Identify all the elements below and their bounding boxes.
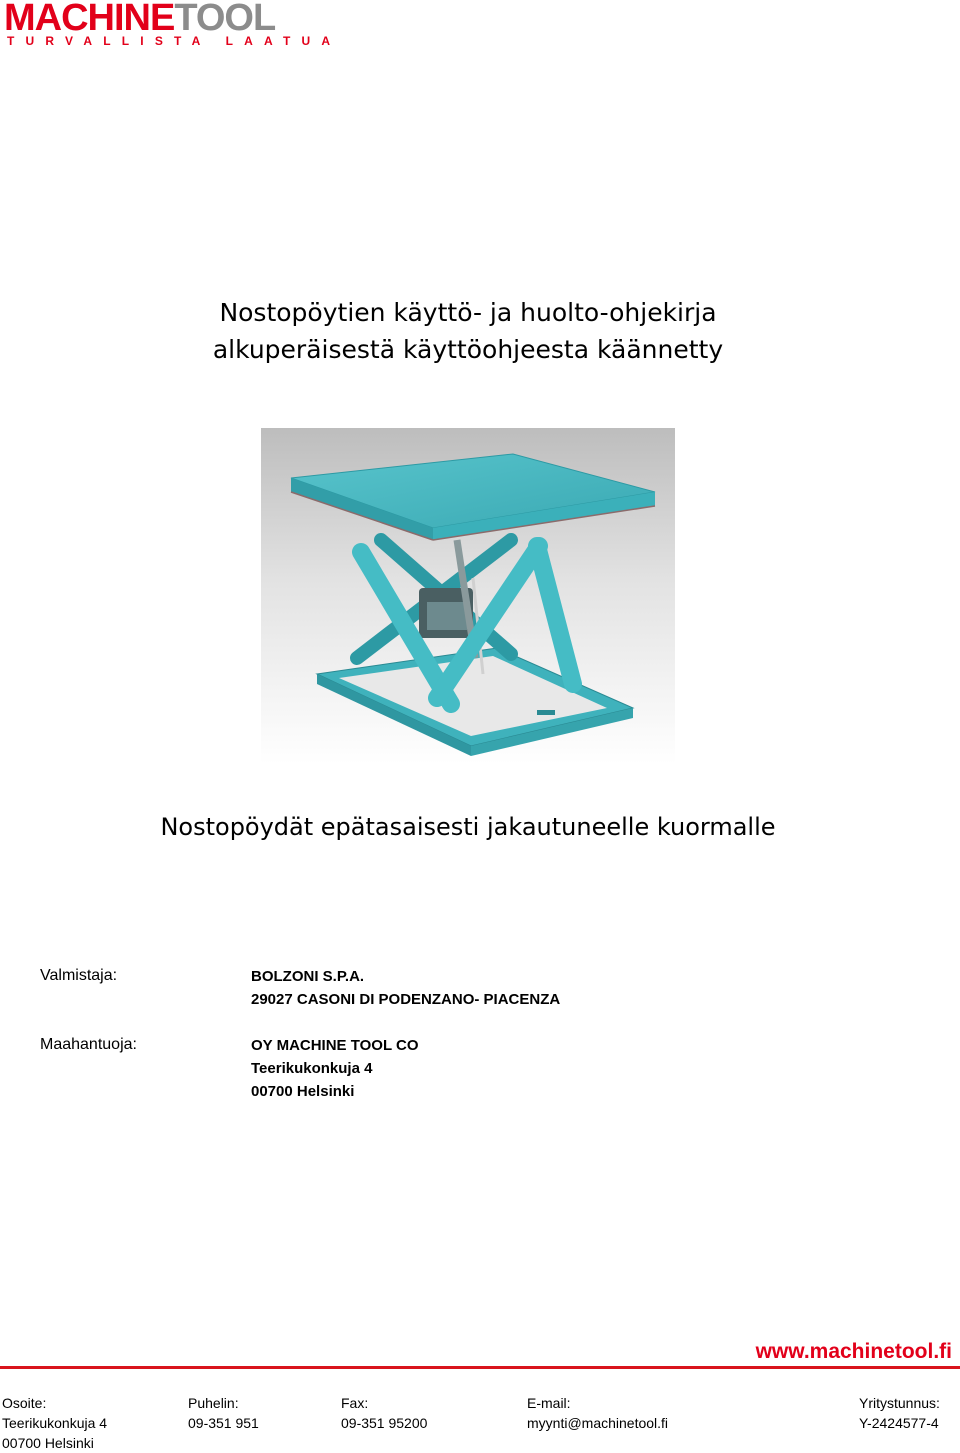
importer-label: Maahantuoja: <box>40 1036 137 1053</box>
footer-divider <box>0 1366 960 1369</box>
footer-address <box>2 1393 107 1453</box>
footer-email-value[interactable]: myynti@machinetool.fi <box>527 1415 669 1431</box>
document-title-line-2: alkuperäisestä käyttöohjeesta käännetty <box>212 335 724 364</box>
importer-street: Teerikukonkuja 4 <box>251 1060 373 1077</box>
document-subtitle: Nostopöydät epätasaisesti jakautuneelle kuormalle <box>160 813 776 841</box>
company-logo <box>4 0 342 50</box>
logo-wordmark-grey: TOOL <box>174 0 276 39</box>
footer-address-line-2: 00700 Helsinki <box>2 1435 94 1451</box>
footer-fax-value: 09-351 95200 <box>341 1415 428 1431</box>
manufacturer-address: 29027 CASONI DI PODENZANO- PIACENZA <box>251 991 561 1008</box>
logo-wordmark-red: MACHINE <box>4 0 175 39</box>
footer-phone <box>188 1393 259 1433</box>
scissor-lift-table-image <box>261 428 675 764</box>
manufacturer-label: Valmistaja: <box>40 967 118 984</box>
logo-tagline: TURVALLISTA LAATUA <box>7 34 342 48</box>
document-title-line-1: Nostopöytien käyttö- ja huolto-ohjekirja <box>219 298 717 327</box>
footer-business-id-label: Yritystunnus: <box>859 1395 940 1411</box>
footer-business-id <box>859 1393 940 1433</box>
website-link[interactable]: www.machinetool.fi <box>755 1340 952 1363</box>
importer-city: 00700 Helsinki <box>251 1083 355 1100</box>
footer-phone-value: 09-351 951 <box>188 1415 259 1431</box>
footer-fax-label: Fax: <box>341 1395 369 1411</box>
footer-address-label: Osoite: <box>2 1395 47 1411</box>
footer-phone-label: Puhelin: <box>188 1395 239 1411</box>
importer-name: OY MACHINE TOOL CO <box>251 1037 419 1054</box>
footer-address-line-1: Teerikukonkuja 4 <box>2 1415 108 1431</box>
footer-business-id-value: Y-2424577-4 <box>859 1415 939 1431</box>
footer-email-label: E-mail: <box>527 1395 571 1411</box>
footer-fax <box>341 1393 427 1433</box>
footer-email <box>527 1393 668 1433</box>
manufacturer-name: BOLZONI S.P.A. <box>251 968 365 985</box>
